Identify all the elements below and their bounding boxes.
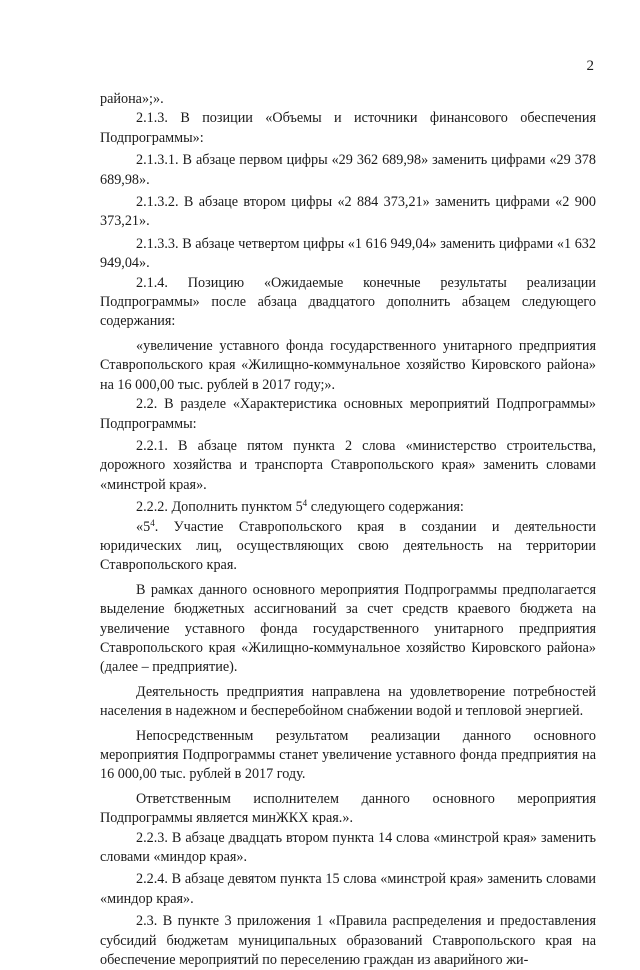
paragraph-text: . Участие Ставропольского края в создании и деятельности юридических лиц, осуществляющих свою деятельность на территории Ставропольского края. <box>100 518 596 574</box>
paragraph: 2.1.3. В позиции «Объемы и источники финансового обеспечения Подпрограммы»: <box>100 110 596 146</box>
paragraph: 2.1.3.1. В абзаце первом цифры «29 362 689,98» заменить цифрами «29 378 689,98». <box>100 152 596 188</box>
paragraph: Деятельность предприятия направлена на удовлетворение потребностей населения в надежном и бесперебойном снабжении водой и тепловой энергией. <box>100 683 596 720</box>
paragraph <box>100 518 596 576</box>
page-number: 2 <box>586 58 594 74</box>
document-body <box>100 90 596 970</box>
paragraph: 2.2.1. В абзаце пятом пункта 2 слова «министерство строительства, дорожного хозяйства и транспорта Ставропольского края» заменить словами «минстрой края». <box>100 437 596 493</box>
paragraph: 2.1.4. Позицию «Ожидаемые конечные результаты реализации Подпрограммы» после абзаца двадцатого дополнить абзацем следующего содержания: <box>100 274 596 330</box>
paragraph-text: следующего содержания: <box>307 499 464 516</box>
paragraph: Непосредственным результатом реализации данного основного мероприятия Подпрограммы станет увеличение уставного фонда предприятия на 16 000,00 тыс. рублей в 2017 году. <box>100 727 596 783</box>
paragraph: 2.2.4. В абзаце девятом пункта 15 слова «минстрой края» заменить словами «миндор края». <box>100 871 596 907</box>
paragraph-text: «5 <box>136 518 151 535</box>
superscript: 4 <box>150 517 155 528</box>
paragraph: Ответственным исполнителем данного основного мероприятия Подпрограммы является минЖКХ края.». <box>100 790 596 827</box>
paragraph: В рамках данного основного мероприятия Подпрограммы предполагается выделение бюджетных ассигнований за счет средств краевого бюджета на увеличение уставного фонда государственного унитарного предприятия Ставропольского края «Жилищно-коммунальное хозяйство Кировского района» (далее – предприятие). <box>100 581 596 676</box>
paragraph: 2.2. В разделе «Характеристика основных мероприятий Подпрограммы» Подпрограммы: <box>100 396 596 432</box>
paragraph <box>100 498 596 517</box>
paragraph: 2.2.3. В абзаце двадцать втором пункта 14 слова «минстрой края» заменить словами «миндор края». <box>100 829 596 866</box>
paragraph: 2.1.3.2. В абзаце втором цифры «2 884 373,21» заменить цифрами «2 900 373,21». <box>100 194 596 230</box>
paragraph-text: 2.2.2. Дополнить пунктом 5 <box>136 499 303 516</box>
superscript: 4 <box>302 498 308 509</box>
paragraph: 2.1.3.3. В абзаце четвертом цифры «1 616 949,04» заменить цифрами «1 632 949,04». <box>100 235 596 272</box>
paragraph: 2.3. В пункте 3 приложения 1 «Правила распределения и предоставления субсидий бюджетам муниципальных образований Ставропольского края на обеспечение мероприятий по переселению граждан из аварийного жи- <box>100 913 596 969</box>
paragraph: «увеличение уставного фонда государственного унитарного предприятия Ставропольского края «Жилищно-коммунальное хозяйство Кировского района» на 16 000,00 тыс. рублей в 2017 году;». <box>100 337 596 393</box>
paragraph: района»;». <box>100 91 164 107</box>
